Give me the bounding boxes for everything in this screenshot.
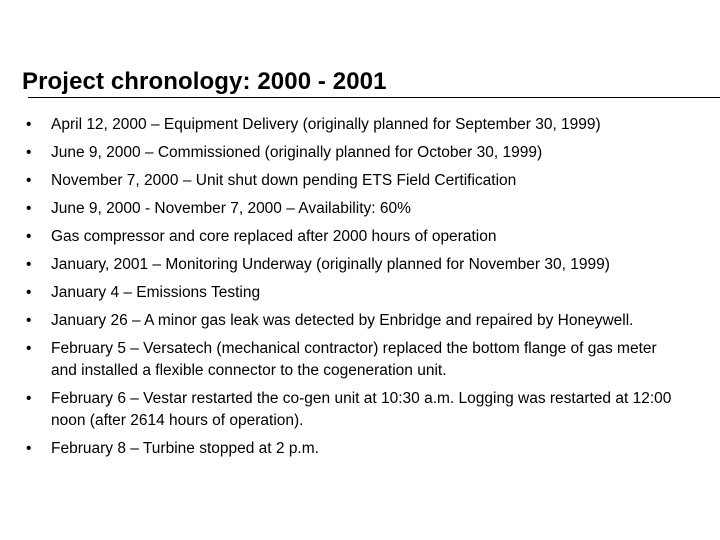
bullet-item (26, 198, 686, 220)
bullet-item (26, 170, 686, 192)
bullet-icon: • (26, 144, 32, 161)
bullet-item (26, 438, 686, 460)
bullet-item (26, 114, 686, 136)
bullet-text: January 4 – Emissions Testing (51, 284, 261, 301)
bullet-icon: • (26, 228, 32, 245)
bullet-text: February 8 – Turbine stopped at 2 p.m. (51, 440, 319, 457)
bullet-text: January, 2001 – Monitoring Underway (originally planned for November 30, 1999) (51, 256, 610, 273)
bullet-list (26, 114, 686, 466)
bullet-item (26, 282, 686, 304)
bullet-text: February 5 – Versatech (mechanical contractor) replaced the bottom flange of gas meter and installed a flexible connector to the cogeneration unit. (51, 340, 657, 379)
bullet-icon: • (26, 440, 32, 457)
bullet-item (26, 254, 686, 276)
bullet-icon: • (26, 340, 32, 357)
bullet-text: Gas compressor and core replaced after 2000 hours of operation (51, 228, 497, 245)
slide-title: Project chronology: 2000 - 2001 (22, 68, 387, 95)
bullet-item (26, 388, 686, 432)
bullet-text: February 6 – Vestar restarted the co-gen unit at 10:30 a.m. Logging was restarted at 12:00 noon (after 2614 hours of operation). (51, 390, 672, 429)
bullet-icon: • (26, 172, 32, 189)
bullet-text: June 9, 2000 - November 7, 2000 – Availability: 60% (51, 200, 411, 217)
bullet-item (26, 226, 686, 248)
bullet-item (26, 142, 686, 164)
bullet-icon: • (26, 312, 32, 329)
bullet-icon: • (26, 284, 32, 301)
bullet-icon: • (26, 390, 32, 407)
bullet-icon: • (26, 256, 32, 273)
bullet-text: November 7, 2000 – Unit shut down pending ETS Field Certification (51, 172, 517, 189)
bullet-text: June 9, 2000 – Commissioned (originally planned for October 30, 1999) (51, 144, 543, 161)
title-underline (28, 97, 720, 98)
bullet-text: April 12, 2000 – Equipment Delivery (originally planned for September 30, 1999) (51, 116, 601, 133)
bullet-icon: • (26, 200, 32, 217)
bullet-text: January 26 – A minor gas leak was detected by Enbridge and repaired by Honeywell. (51, 312, 634, 329)
bullet-item (26, 310, 686, 332)
bullet-icon: • (26, 116, 32, 133)
bullet-item (26, 338, 686, 382)
